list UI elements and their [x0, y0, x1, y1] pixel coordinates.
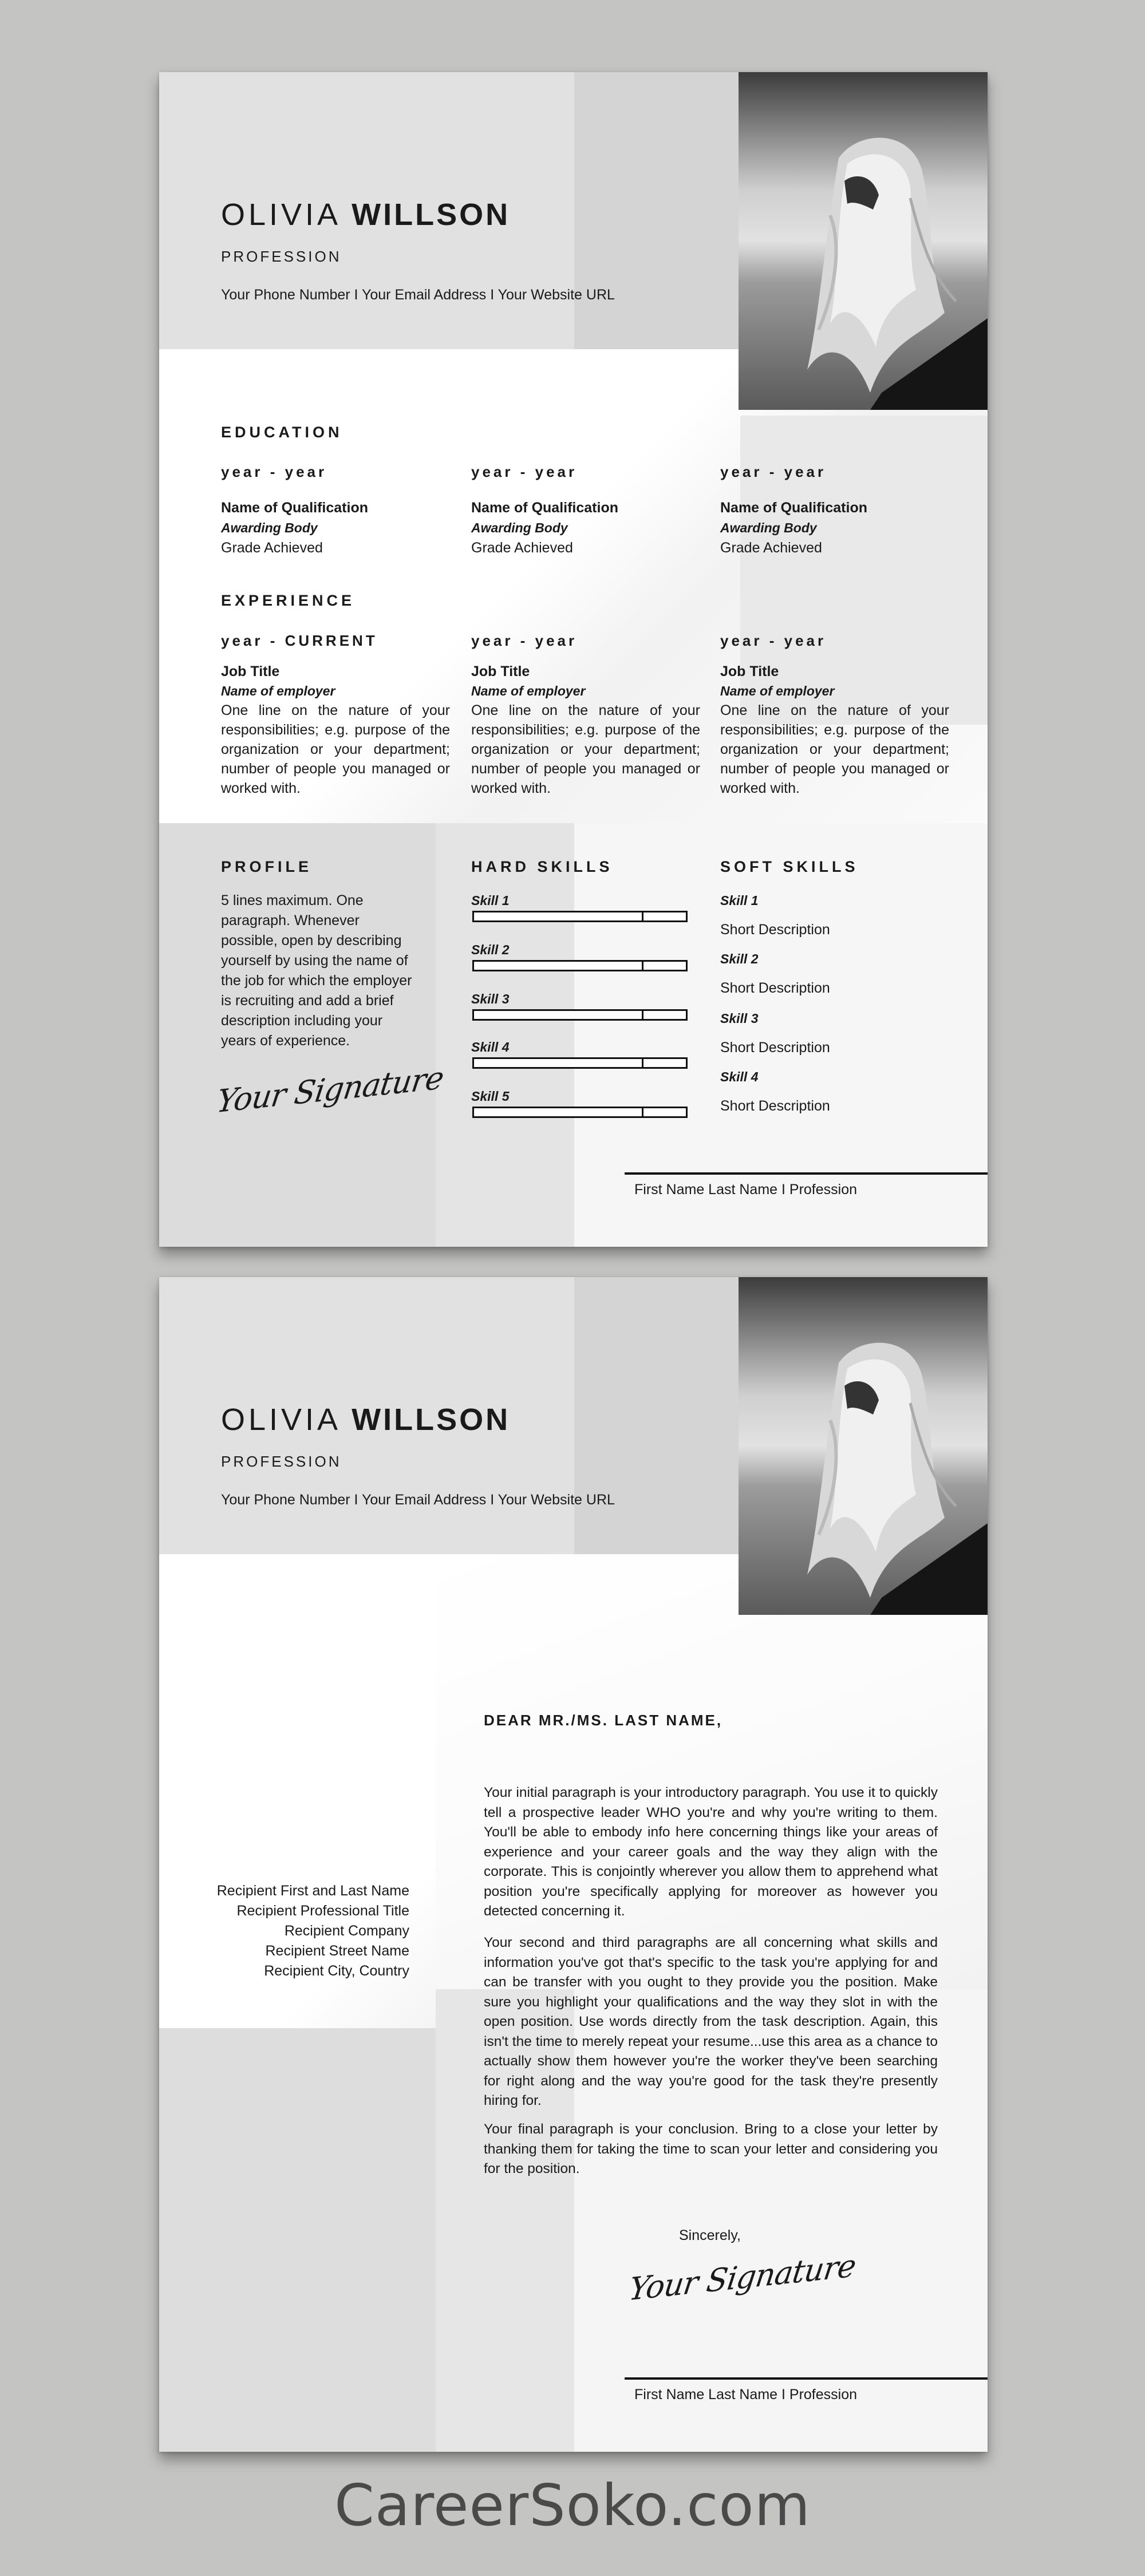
closing: Sincerely,: [679, 2227, 741, 2243]
recipient-line: Recipient Company: [284, 1923, 409, 1939]
soft-skills-heading: SOFT SKILLS: [720, 858, 859, 875]
job-title: Job Title: [221, 663, 280, 679]
last-name: WILLSON: [352, 197, 511, 232]
grade-achieved: Grade Achieved: [471, 540, 573, 556]
soft-skill-label: Skill 2: [720, 951, 759, 966]
last-name: WILLSON: [352, 1402, 511, 1437]
letter-paragraph: Your initial paragraph is your introductory paragraph. You use it to quickly tell a prospective leader WHO you're and why you're writing to them. You'll be able to embody info here concerning things like your areas of experience and your career goals and the way they align with the corporate. This is conjointly wherever you allow them to apprehend what position you're specifically applying for moreover as however you detected concerning it.: [484, 1785, 938, 1919]
hard-skill-bar: [472, 911, 688, 922]
soft-skill-label: Skill 4: [720, 1069, 759, 1084]
hard-skill-bar: [472, 1057, 688, 1069]
candidate-name: [221, 197, 510, 232]
experience-entry: [471, 662, 700, 798]
soft-skill-label: Skill 3: [720, 1011, 759, 1026]
employer-name: Name of employer: [221, 683, 335, 698]
experience-years: year - CURRENT: [221, 632, 378, 649]
education-years: year - year: [471, 463, 578, 480]
background-panel: [159, 2028, 436, 2452]
experience-entry: [720, 662, 949, 798]
qualification-name: Name of Qualification: [720, 500, 867, 516]
qualification-name: Name of Qualification: [471, 500, 618, 516]
hard-skill-bar: [472, 960, 688, 971]
profession-title: PROFESSION: [221, 1453, 342, 1470]
signature: Your Signature: [214, 1059, 446, 1120]
education-entry: [471, 498, 618, 558]
first-name: OLIVIA: [221, 197, 340, 232]
letter-greeting: DEAR MR./MS. LAST NAME,: [484, 1712, 723, 1729]
hard-skill-label: Skill 2: [471, 942, 510, 957]
job-description: One line on the nature of your responsibilities; e.g. purpose of the organization or your department; number of people you managed or worked with.: [471, 702, 700, 796]
portrait-photo: [739, 1277, 988, 1615]
experience-years: year - year: [720, 632, 827, 649]
hard-skill-label: Skill 4: [471, 1040, 510, 1054]
job-title: Job Title: [471, 663, 530, 679]
recipient-line: Recipient Professional Title: [236, 1903, 409, 1919]
profession-title: PROFESSION: [221, 248, 342, 265]
recipient-address: [169, 1881, 409, 1981]
hard-skill-bar: [472, 1009, 688, 1021]
experience-heading: EXPERIENCE: [221, 592, 356, 609]
first-name: OLIVIA: [221, 1402, 340, 1437]
employer-name: Name of employer: [471, 683, 586, 698]
recipient-line: Recipient Street Name: [265, 1943, 409, 1959]
contact-line: Your Phone Number I Your Email Address I Your Website URL: [221, 1492, 615, 1508]
letter-panel: [436, 1554, 988, 1989]
hard-skills-heading: HARD SKILLS: [471, 858, 613, 875]
employer-name: Name of employer: [720, 683, 835, 698]
recipient-line: Recipient City, Country: [264, 1963, 409, 1979]
hard-skill-level: [474, 1059, 643, 1067]
awarding-body: Awarding Body: [471, 520, 568, 535]
footer-text: First Name Last Name I Profession: [634, 1182, 858, 1198]
hard-skill-level: [474, 1011, 643, 1019]
hard-skill-label: Skill 3: [471, 991, 510, 1006]
education-years: year - year: [221, 463, 327, 480]
education-heading: EDUCATION: [221, 424, 343, 441]
awarding-body: Awarding Body: [720, 520, 817, 535]
hard-skill-level: [474, 1108, 643, 1116]
hard-skill-bar: [472, 1107, 688, 1118]
contact-line: Your Phone Number I Your Email Address I Your Website URL: [221, 287, 615, 303]
background-panel: [436, 823, 574, 1247]
profile-text: 5 lines maximum. One paragraph. Whenever possible, open by describing yourself by using the name of the job for which the employer is recruiting and add a brief description including your years of experience.: [221, 892, 412, 1049]
footer-divider: [625, 2377, 988, 2380]
footer-text: First Name Last Name I Profession: [634, 2387, 858, 2403]
hard-skill-label: Skill 5: [471, 1089, 510, 1104]
header-panel-accent: [574, 72, 740, 349]
soft-skill-description: Short Description: [720, 922, 830, 938]
soft-skill-description: Short Description: [720, 980, 830, 996]
letter-paragraph: Your final paragraph is your conclusion. Bring to a close your letter by thanking them for taking the time to scan your letter and considering you for the position.: [484, 2121, 938, 2176]
experience-years: year - year: [471, 632, 578, 649]
education-entry: [221, 498, 368, 558]
resume-page: [159, 72, 988, 1247]
brand-watermark: CareerSoko.com: [334, 2472, 811, 2539]
signature: Your Signature: [626, 2247, 858, 2308]
hard-skill-level: [474, 962, 643, 970]
candidate-name: [221, 1402, 510, 1437]
soft-skill-label: Skill 1: [720, 893, 759, 908]
grade-achieved: Grade Achieved: [720, 540, 822, 556]
education-years: year - year: [720, 463, 827, 480]
job-description: One line on the nature of your responsibilities; e.g. purpose of the organization or your department; number of people you managed or worked with.: [720, 702, 949, 796]
header-panel-accent: [574, 1277, 740, 1554]
soft-skill-description: Short Description: [720, 1098, 830, 1114]
soft-skill-description: Short Description: [720, 1040, 830, 1056]
education-entry: [720, 498, 867, 558]
hard-skill-label: Skill 1: [471, 893, 510, 908]
cover-letter-page: [159, 1277, 988, 2452]
job-title: Job Title: [720, 663, 779, 679]
awarding-body: Awarding Body: [221, 520, 318, 535]
footer-divider: [625, 1172, 988, 1175]
letter-paragraph: Your second and third paragraphs are all concerning what skills and information you've got that's specific to the task you're applying for and can be transfer with you ought to they provide you the position. Make sure you highlight your qualifications and the way they slot in with the open position. Use words directly from the task description. Again, this isn't the time to merely repeat your resume...use this area as a chance to actually show them however you're the worker they've been searching for right along and the way you're good for the task they're presently hiring for.: [484, 1935, 938, 2108]
grade-achieved: Grade Achieved: [221, 540, 323, 556]
recipient-line: Recipient First and Last Name: [216, 1883, 409, 1899]
portrait-photo: [739, 72, 988, 410]
hard-skill-level: [474, 912, 643, 920]
experience-entry: [221, 662, 450, 798]
qualification-name: Name of Qualification: [221, 500, 368, 516]
profile-heading: PROFILE: [221, 858, 313, 875]
job-description: One line on the nature of your responsibilities; e.g. purpose of the organization or your department; number of people you managed or worked with.: [221, 702, 450, 796]
